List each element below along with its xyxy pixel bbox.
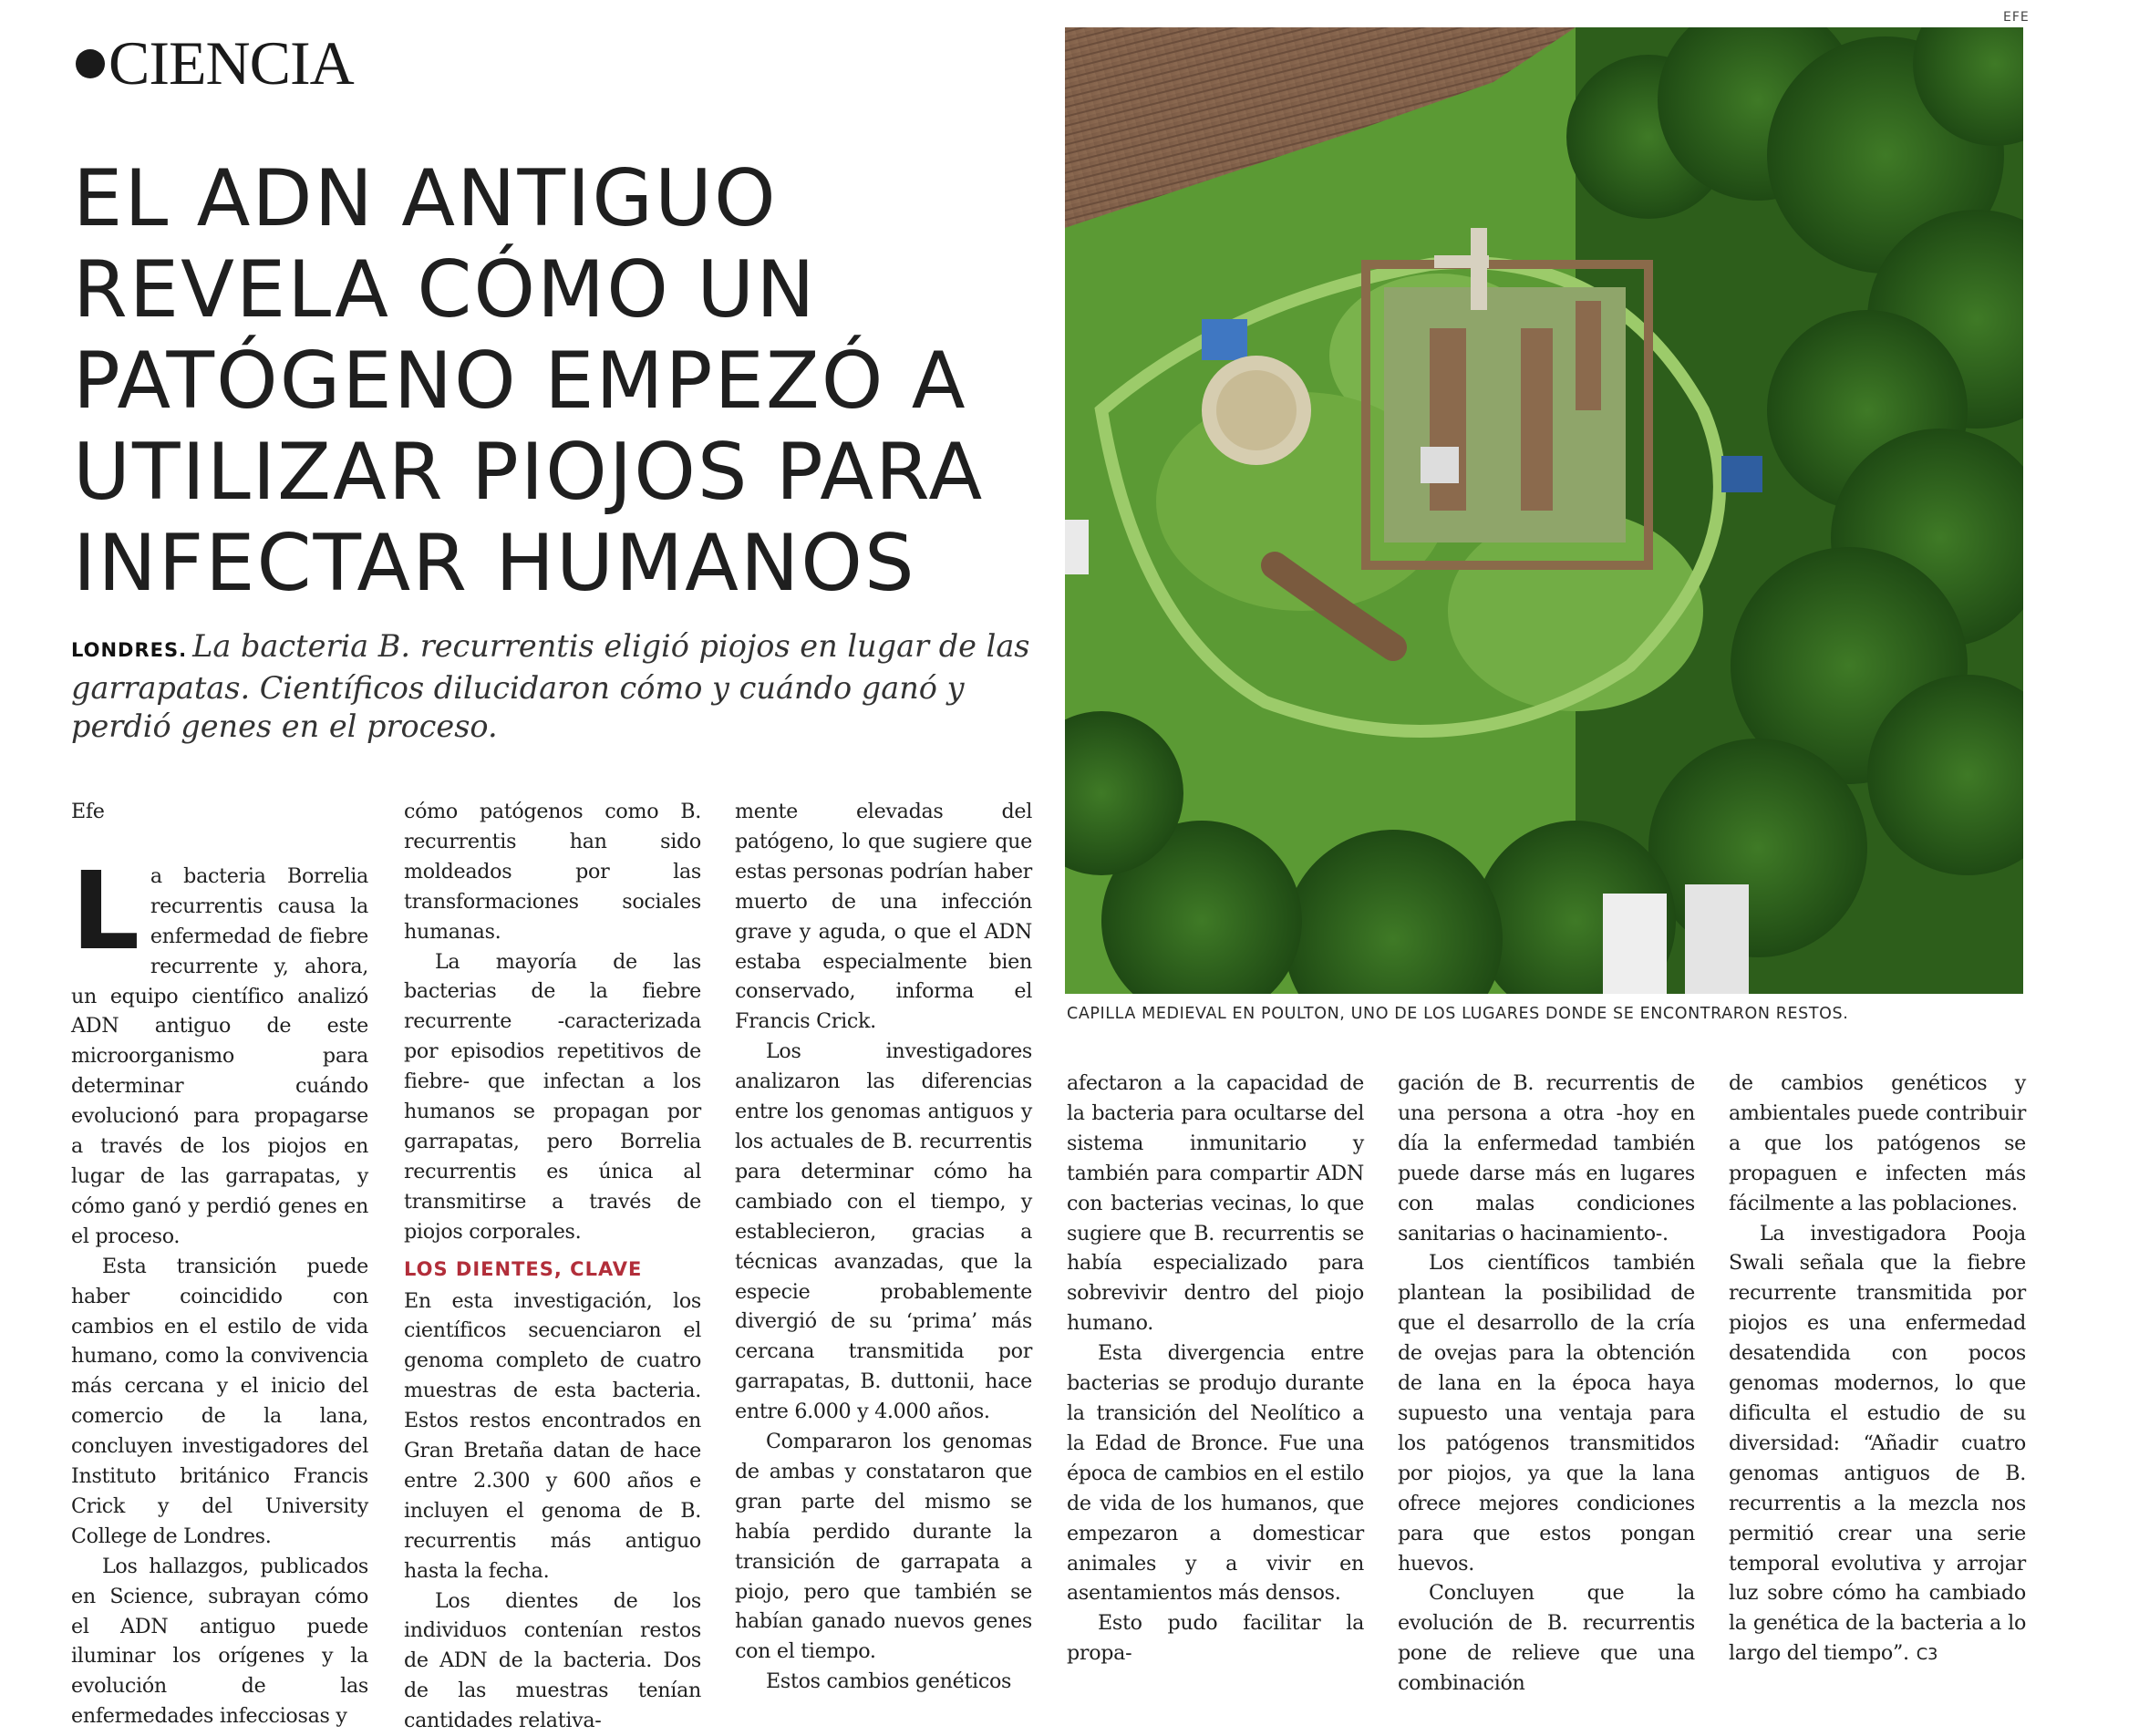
dateline-city: LONDRES. xyxy=(71,639,188,661)
standfirst-text: La bacteria B. recurrentis eligió piojos en lugar de las garrapatas. Científicos dilucidaron cómo y cuándo ganó y perdió genes en el proceso. xyxy=(71,628,1030,744)
paragraph: Compararon los genomas de ambas y constataron que gran parte del mismo se había perdido durante la transición de garrapata a piojo, pero que también se habían ganado nuevos genes con el tiempo. xyxy=(735,1430,1032,1664)
photo-caption: CAPILLA MEDIEVAL EN POULTON, UNO DE LOS LUGARES DONDE SE ENCONTRARON RESTOS. xyxy=(1067,1005,1849,1023)
section-name: CIENCIA xyxy=(108,28,354,98)
article-column-3 xyxy=(735,797,1032,1697)
headline: EL ADN ANTIGUO REVELA CÓMO UN PATÓGENO EMPEZÓ A UTILIZAR PIOJOS PARA INFECTAR HUMANOS xyxy=(73,153,985,609)
article-column-6 xyxy=(1729,1069,2026,1670)
article-column-1 xyxy=(71,797,368,1731)
paragraph xyxy=(71,847,368,1252)
photo-credit: EFE xyxy=(2003,10,2030,25)
paragraph: afectaron a la capacidad de la bacteria para ocultarse del sistema inmunitario y también para compartir ADN con bacterias vecinas, lo que sugiere que B. recurrentis se había especializado para sobrevivir dentro del piojo humano. xyxy=(1067,1071,1364,1336)
paragraph-text: a bacteria Borrelia recurrentis causa la enfermedad de fiebre recurrente y, ahora, un equipo científico analizó ADN antiguo de este microorganismo para determinar cuándo evolucionó para propagarse a través de los piojos en lugar de las garrapatas, y cómo ganó y perdió genes en el proceso. xyxy=(71,863,368,1248)
paragraph: Esta transición puede haber coincidido con cambios en el estilo de vida humano, como la convivencia más cercana y el inicio del comercio de la lana, concluyen investigadores del Instituto británico Francis Crick y del University College de Londres. xyxy=(71,1254,368,1548)
paragraph: Los investigadores analizaron las diferencias entre los genomas antiguos y los actuales de B. recurrentis para determinar cómo ha cambiado con el tiempo, y establecieron, gracias a técnicas avanzadas, que la especie probablemente divergió de su ‘prima’ más cercana transmitida por garrapatas, B. duttonii, hace entre 6.000 y 4.000 años. xyxy=(735,1039,1032,1424)
paragraph-text: La investigadora Pooja Swali señala que la fiebre recurrente transmitida por piojos es una enfermedad desatendida con pocos genomas modernos, lo que dificulta el estudio de su diversidad: “Añadir cuatro genomas antiguos de B. recurrentis a la mezcla nos permitió crear una serie temporal evolutiva y arrojar luz sobre cómo ha cambiado la genética de la bacteria a lo largo del tiempo”. xyxy=(1729,1221,2026,1666)
paragraph: Los hallazgos, publicados en Science, subrayan cómo el ADN antiguo puede iluminar los orígenes y la evolución de las enfermedades infecciosas y xyxy=(71,1554,368,1729)
section-label xyxy=(76,27,354,99)
drop-cap: L xyxy=(71,847,140,974)
paragraph: Esta divergencia entre bacterias se produjo durante la transición del Neolítico a la Edad de Bronce. Fue una época de cambios en el estilo de vida de los humanos, que empezaron a domesticar animales y a vivir en asentamientos más densos. xyxy=(1067,1341,1364,1606)
paragraph xyxy=(1729,1219,2026,1671)
paragraph: gación de B. recurrentis de una persona a otra -hoy en día la enfermedad también puede darse más en lugares con malas condiciones sanitarias o hacinamiento-. xyxy=(1398,1071,1695,1245)
aerial-photo xyxy=(1065,27,2023,994)
paragraph: Esto pudo facilitar la propa- xyxy=(1067,1611,1364,1666)
paragraph: cómo patógenos como B. recurrentis han sido moldeados por las transformaciones sociales humanas. xyxy=(404,800,701,944)
paragraph: La mayoría de las bacterias de la fiebre recurrente -caracterizada por episodios repetitivos de fiebre- que infectan a los humanos se propagan por garrapatas, pero Borrelia recurrentis es única al transmitirse a través de piojos corporales. xyxy=(404,949,701,1244)
paragraph: Los dientes de los individuos contenían restos de ADN de la bacteria. Dos de las muestras tenían cantidades relativa- xyxy=(404,1588,701,1733)
paragraph: Estos cambios genéticos xyxy=(766,1669,1012,1694)
bullet-icon xyxy=(76,49,105,78)
paragraph: En esta investigación, los científicos secuenciaron el genoma completo de cuatro muestras de esta bacteria. Estos restos encontrados en Gran Bretaña datan de hace entre 2.300 y 600 años e incluyen el genoma de B. recurrentis más antiguo hasta la fecha. xyxy=(404,1288,701,1583)
subheading: LOS DIENTES, CLAVE xyxy=(404,1257,643,1280)
paragraph: Los científicos también plantean la posibilidad de que el desarrollo de la cría de ovejas para la obtención de lana en la época haya supuesto una ventaja para los patógenos transmitidos por piojos, ya que la lana ofrece mejores condiciones para que estos pongan huevos. xyxy=(1398,1251,1695,1576)
article-column-2 xyxy=(404,797,701,1736)
end-mark: C3 xyxy=(1916,1645,1938,1665)
paragraph: mente elevadas del patógeno, lo que sugiere que estas personas podrían haber muerto de una infección grave y aguda, o que el ADN estaba especialmente bien conservado, informa el Francis Crick. xyxy=(735,800,1032,1034)
paragraph: Concluyen que la evolución de B. recurrentis pone de relieve que una combinación xyxy=(1398,1581,1695,1696)
article-column-4 xyxy=(1067,1069,1364,1669)
byline: Efe xyxy=(71,800,105,823)
paragraph: de cambios genéticos y ambientales puede contribuir a que los patógenos se propaguen e infecten más fácilmente a las poblaciones. xyxy=(1729,1071,2026,1215)
article-column-5 xyxy=(1398,1069,1695,1699)
standfirst xyxy=(71,627,1038,746)
